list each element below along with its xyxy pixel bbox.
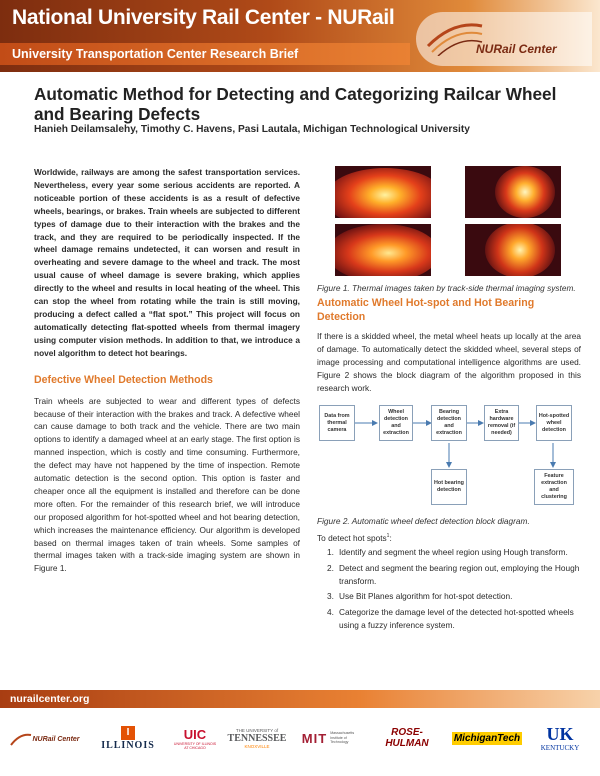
logo-mit-sub: Massachusetts Institute of Technology [330, 731, 355, 745]
logo-uk-sub: KENTUCKY [540, 744, 580, 752]
logo-illinois: I ILLINOIS [101, 726, 155, 751]
diagram-node-data-camera: Data from thermal camera [319, 405, 355, 441]
logo-nurail [10, 726, 80, 752]
page-footer [0, 690, 600, 776]
nurail-logo [416, 12, 592, 66]
article-authors: Hanieh Deilamsalehy, Timothy C. Havens, Pasi Lautala, Michigan Technological University [34, 124, 470, 135]
rail-swoosh-icon [424, 16, 484, 56]
list-item [317, 562, 581, 588]
header-title: National University Rail Center - NURail [12, 6, 395, 29]
thermal-image [465, 166, 561, 218]
list-item [317, 546, 581, 559]
footer-band [0, 690, 600, 708]
logo-nurail-text: NURail Center [32, 735, 80, 743]
rail-swoosh-icon [10, 731, 32, 747]
logo-uic [172, 716, 218, 760]
section-heading-defective-wheel: Defective Wheel Detection Methods [34, 373, 213, 386]
thermal-images-figure [317, 166, 581, 280]
logo-uic-sub: UNIVERSITY OF ILLINOIS AT CHICAGO [173, 741, 217, 750]
right-column [317, 166, 581, 635]
list-intro-text: To detect hot spots [317, 533, 387, 543]
figure2-caption: Figure 2. Automatic wheel defect detection block diagram. [317, 516, 530, 526]
header-subtitle: University Transportation Center Research Brief [12, 47, 299, 61]
block-diagram [317, 405, 581, 509]
footnote-ref: 1 [386, 533, 390, 540]
logo-mit-text: MIT [301, 730, 328, 746]
section-body-defective-wheel: Train wheels are subjected to wear and different types of defects because of their interaction with the brakes and track. A defective wheel can cause damage to both track and the vehicle. There are two main options to identify a damaged wheel at an early stage. The first option is manned inspection, which is costly and time consuming. Furthermore, the defect may have not happened by the time of inspection. Remote automatic detection is the second option. This option is faster and cheaper once all the equipment is installed and therefore can be done more often. For the remainder of this research brief, we will introduce our proposed algorithm for hot-spotted wheel and hot bearing detection, which increases the maintenance efficiency. Our algorithm is developed based on thermal images taken of train wheels. Some samples of thermal images taken with a track-side imaging system are shown in Figure 1. [34, 395, 300, 574]
thermal-image [465, 224, 561, 276]
list-item [317, 590, 581, 603]
article-title: Automatic Method for Detecting and Categorizing Railcar Wheel and Bearing Defects [34, 84, 557, 124]
list-item [317, 606, 581, 632]
figure1-caption: Figure 1. Thermal images taken by track-side thermal imaging system. [317, 283, 576, 293]
list-intro-colon: : [389, 533, 392, 543]
steps-list [317, 546, 581, 632]
step-text: Categorize the damage level of the detected hot-spotted wheels using a fuzzy inference system. [339, 607, 574, 630]
logo-tennessee-sub: KNOXVILLE [244, 743, 270, 749]
logo-illinois-text: ILLINOIS [101, 739, 155, 751]
logo-mit [296, 722, 366, 754]
diagram-node-hot-bearing: Hot bearing detection [431, 469, 467, 505]
section-heading-hot-spot: Automatic Wheel Hot-spot and Hot Bearing Detection [317, 297, 535, 323]
list-intro [317, 533, 581, 543]
step-number: 4. [327, 607, 334, 618]
step-text: Identify and segment the wheel region using Hough transform. [339, 547, 568, 557]
logo-uic-text: UIC [183, 726, 207, 742]
logo-michtech-text: MichiganTech [453, 732, 521, 744]
logo-tennessee-text: TENNESSEE [227, 732, 287, 744]
thermal-image [335, 224, 431, 276]
diagram-node-wheel-detection: Wheel detection and extraction [379, 405, 413, 441]
step-text: Use Bit Planes algorithm for hot-spot detection. [339, 591, 513, 602]
footer-url-link[interactable]: nurailcenter.org [10, 693, 90, 705]
logo-uk-text: UK [546, 724, 574, 744]
logo-rose-text: ROSE-HULMAN [385, 727, 429, 749]
intro-paragraph: Worldwide, railways are among the safest transportation services. Nevertheless, every year some serious accidents are reported. A noticeable portion of these accidents is as a result of defective wheels, bearings, or brakes. Train wheels are subjected to different types of damage due to their interaction with the brakes and the track, and they are required to be periodically inspected. If the wheel damage remains undetected, it can worsen and result in overheating and severe damage to the wheel and track. The most usual cause of wheel damage is severe braking, which applies directly to the wheel and results in local heating of the wheel. This can stop the wheel from rotating while the train is still moving, producing a defect called a “flat spot.” This project will focus on automatically detecting flat-spotted wheels from thermal imagery using computer vision methods. In addition to that, we introduce a novel algorithm to detect hot bearings. [34, 167, 300, 358]
partner-logos [0, 708, 600, 776]
thermal-image [335, 166, 431, 218]
logo-tennessee-pre: THE UNIVERSITY of [235, 727, 279, 733]
diagram-node-hot-spotted-wheel: Hot-spotted wheel detection [536, 405, 572, 441]
page-header [0, 0, 600, 72]
logo-rose-hulman [370, 724, 444, 752]
left-column [34, 166, 300, 575]
step-number: 2. [327, 562, 334, 573]
step-text: Detect and segment the bearing region out, employing the Hough transform. [339, 562, 580, 586]
logo-tennessee [222, 718, 292, 758]
diagram-node-feature-extraction: Feature extraction and clustering [534, 469, 574, 505]
diagram-node-bearing-detection: Bearing detection and extraction [431, 405, 467, 441]
step-number: 1. [327, 547, 334, 557]
logo-text: NURail Center [476, 42, 557, 56]
section-body-hot-spot: If there is a skidded wheel, the metal wheel heats up locally at the area of damage. To automatically detect the skidded wheel, several steps of image processing and computational intelligence algorithms are used. Figure 2 shows the block diagram of the algorithm proposed in this research work. [317, 331, 581, 393]
step-number: 3. [327, 591, 334, 602]
logo-kentucky [530, 714, 590, 762]
diagram-node-extra-hardware: Extra hardware removal (if needed) [484, 405, 519, 441]
logo-michigan-tech [450, 724, 524, 752]
